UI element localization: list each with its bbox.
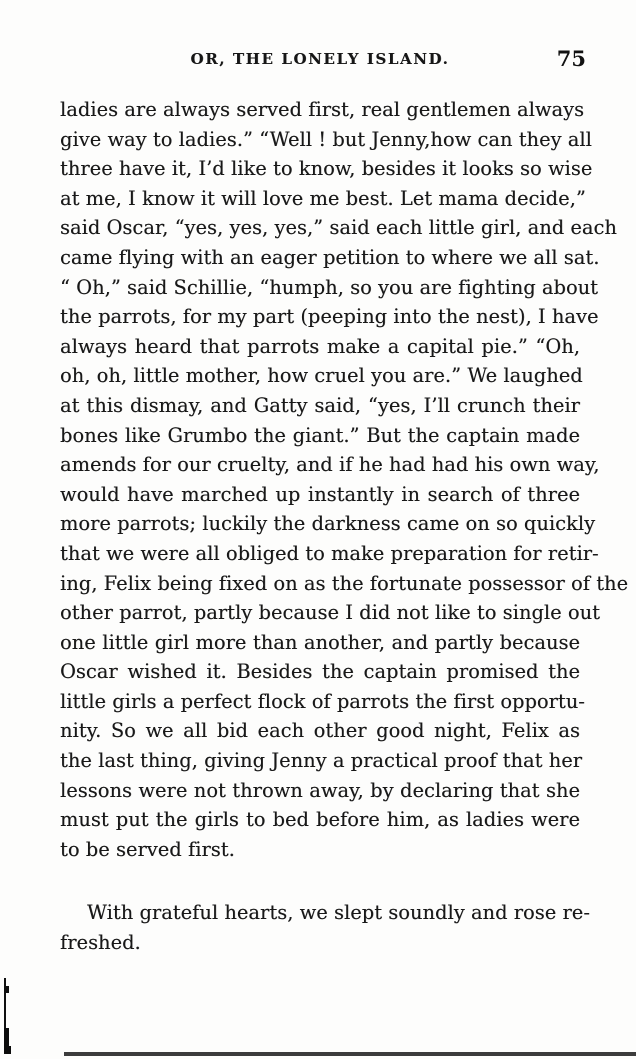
text-line: to be served first.	[60, 837, 235, 861]
text-line: at me, I know it will love me best. Let mama decide,”	[60, 186, 586, 210]
scan-artifact-left-nub	[6, 1046, 11, 1054]
text-line: little girls a perfect flock of parrots the first opportu-	[60, 689, 585, 713]
text-line: “ Oh,” said Schillie, “humph, so you are fighting about	[60, 275, 599, 299]
text-line: ing, Felix being fixed on as the fortunate possessor of the	[60, 571, 629, 595]
text-line: bones like Grumbo the giant.” But the captain made	[60, 423, 580, 447]
text-line: that we were all obliged to make preparation for retir-	[60, 541, 599, 565]
text-line: ladies are always served first, real gentlemen always	[60, 98, 585, 121]
text-line: nity. So we all bid each other good night, Felix as	[60, 719, 580, 743]
text-line: would have marched up instantly in search of three	[60, 482, 580, 506]
paragraph	[60, 898, 590, 957]
text-line: give way to ladies.” “Well ! but Jenny,how can they all	[60, 127, 592, 151]
text-line: the last thing, giving Jenny a practical proof that her	[60, 749, 583, 773]
text-line: lessons were not thrown away, by declaring that she	[60, 778, 580, 802]
text-line: always heard that parrots make a capital pie.” “Oh,	[60, 334, 580, 358]
text-line: came flying with an eager petition to where we all sat.	[60, 245, 600, 269]
text-line: three have it, I’d like to know, besides it looks so wise	[60, 157, 593, 181]
text-line: must put the girls to bed before him, as ladies were	[60, 808, 580, 832]
text-line: one little girl more than another, and partly because	[60, 630, 580, 654]
body-text	[60, 95, 629, 958]
text-line: at this dismay, and Gatty said, “yes, I’ll crunch their	[60, 393, 580, 417]
text-line: Oscar wished it. Besides the captain promised the	[60, 660, 580, 684]
scan-artifact-left-tick	[4, 986, 9, 993]
text-line: more parrots; luckily the darkness came on so quickly	[60, 512, 596, 536]
page-header	[60, 46, 586, 76]
text-line: amends for our cruelty, and if he had had his own way,	[60, 453, 600, 477]
text-line: freshed.	[60, 931, 141, 955]
text-line: said Oscar, “yes, yes, yes,” said each little girl, and each	[60, 216, 617, 240]
text-line: other parrot, partly because I did not like to single out	[60, 601, 600, 625]
text-line: With grateful hearts, we slept soundly and rose re-	[87, 901, 590, 925]
running-title: OR, THE LONELY ISLAND.	[190, 50, 450, 68]
scan-artifact-bottom-line	[64, 1052, 636, 1056]
paragraph	[60, 95, 629, 864]
text-line: the parrots, for my part (peeping into the nest), I have	[60, 305, 599, 329]
text-line: oh, oh, little mother, how cruel you are.” We laughed	[60, 364, 583, 388]
page-number: 75	[556, 46, 586, 71]
